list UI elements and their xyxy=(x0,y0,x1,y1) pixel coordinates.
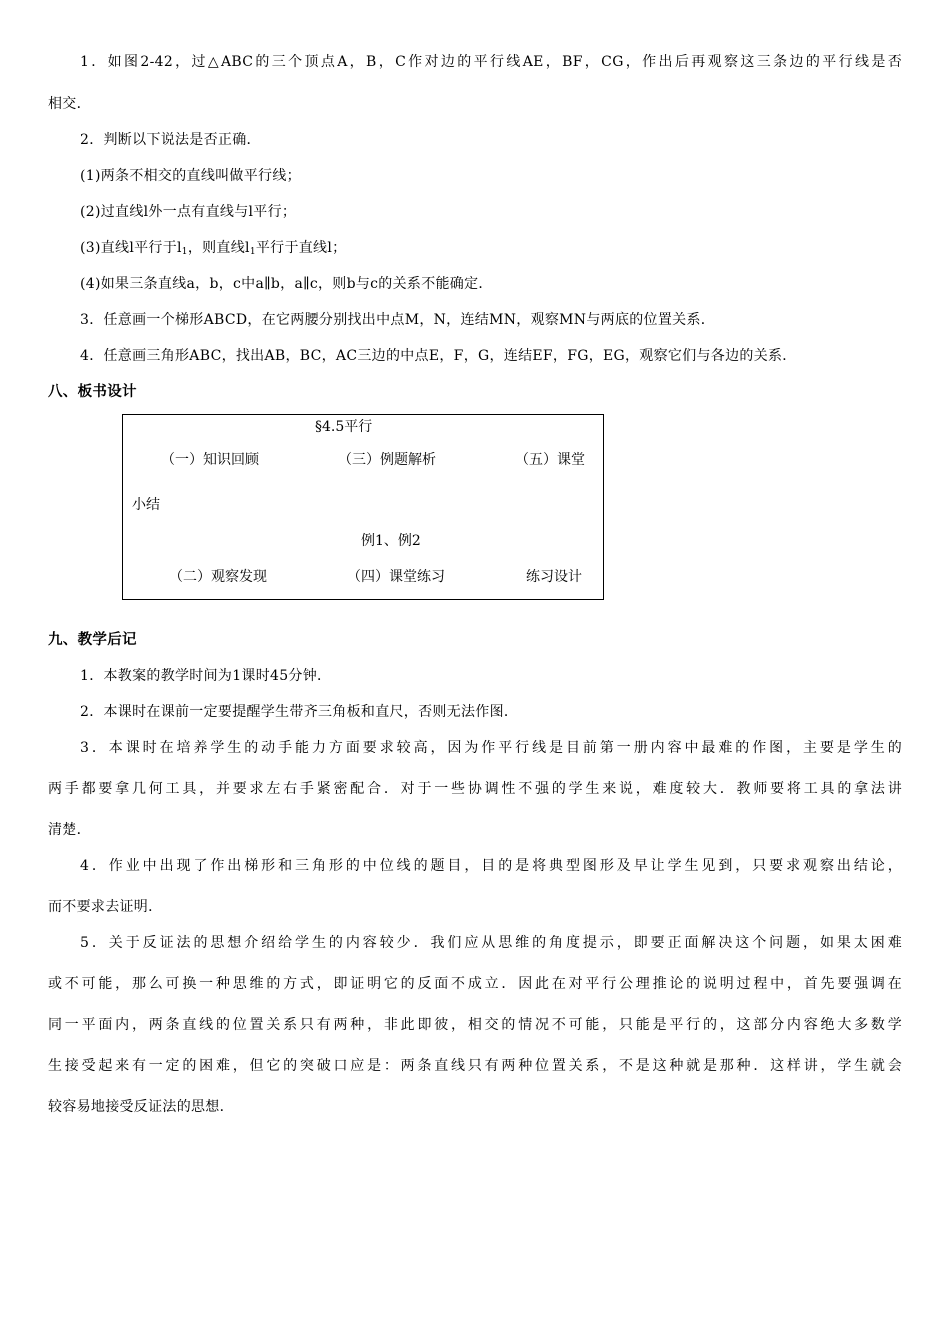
board-examples: 例1、例2 xyxy=(361,533,421,549)
postscript-3-line-2: 两手都要拿几何工具，并要求左右手紧密配合．对于一些协调性不强的学生来说，难度较大．教师要将工具的拿法讲 xyxy=(48,781,902,797)
exercise-2: 2．判断以下说法是否正确． xyxy=(80,132,261,148)
board-item-5-cont: 小结 xyxy=(132,497,160,513)
board-practice: 练习设计 xyxy=(526,569,582,585)
board-item-4: （四）课堂练习 xyxy=(347,569,445,585)
exercise-3: 3．任意画一个梯形ABCD，在它两腰分别找出中点M，N，连结MN，观察MN与两底的位置关系． xyxy=(80,312,716,328)
exercise-2-item-3-part-a: (3)直线l平行于l xyxy=(80,240,182,256)
subscript-1: 1 xyxy=(181,247,188,257)
board-item-1: （一）知识回顾 xyxy=(161,452,259,468)
postscript-3-line-3: 清楚． xyxy=(48,822,91,838)
exercise-1-line-1: 1．如图2-42，过△ABC的三个顶点A，B，C作对边的平行线AE，BF，CG，作出后再观察这三条边的平行线是否 xyxy=(80,54,902,70)
subscript-2: 1 xyxy=(249,247,256,257)
board-item-3: （三）例题解析 xyxy=(338,452,436,468)
postscript-5-line-1: 5．关于反证法的思想介绍给学生的内容较少．我们应从思维的角度提示，即要正面解决这个问题，如果太困难 xyxy=(80,935,902,951)
postscript-2: 2．本课时在课前一定要提醒学生带齐三角板和直尺，否则无法作图． xyxy=(80,704,519,720)
exercise-2-item-2: (2)过直线l外一点有直线与l平行； xyxy=(80,204,297,220)
board-item-2: （二）观察发现 xyxy=(169,569,267,585)
postscript-5-line-3: 同一平面内，两条直线的位置关系只有两种，非此即彼，相交的情况不可能，只能是平行的，这部分内容绝大多数学 xyxy=(48,1017,902,1033)
board-item-5: （五）课堂 xyxy=(515,452,585,468)
board-header: §4.5平行 xyxy=(315,419,373,435)
postscript-5-line-2: 或不可能，那么可换一种思维的方式，即证明它的反面不成立．因此在对平行公理推论的说明过程中，首先要强调在 xyxy=(48,976,902,992)
postscript-4-line-1: 4．作业中出现了作出梯形和三角形的中位线的题目，目的是将典型图形及早让学生见到，只要求观察出结论， xyxy=(80,858,902,874)
postscript-3-line-1: 3．本课时在培养学生的动手能力方面要求较高，因为作平行线是目前第一册内容中最难的作图，主要是学生的 xyxy=(80,740,902,756)
exercise-2-item-3-part-b: ，则直线l xyxy=(187,240,250,256)
postscript-5-line-4: 生接受起来有一定的困难，但它的突破口应是：两条直线只有两种位置关系，不是这种就是那种．这样讲，学生就会 xyxy=(48,1058,902,1074)
blackboard-design-box xyxy=(122,414,604,600)
exercise-2-item-3 xyxy=(80,238,902,258)
exercise-4: 4．任意画三角形ABC，找出AB，BC，AC三边的中点E，F，G，连结EF，FG，EG，观察它们与各边的关系． xyxy=(80,348,797,364)
postscript-1: 1．本教案的教学时间为1课时45分钟． xyxy=(80,668,332,684)
section-9-heading: 九、教学后记 xyxy=(48,632,137,648)
exercise-2-item-1: (1)两条不相交的直线叫做平行线； xyxy=(80,168,301,184)
postscript-5-line-5: 较容易地接受反证法的思想． xyxy=(48,1099,234,1115)
section-8-heading: 八、板书设计 xyxy=(48,384,137,400)
postscript-4-line-2: 而不要求去证明． xyxy=(48,899,163,915)
exercise-2-item-4: (4)如果三条直线a，b，c中a∥b，a∥c，则b与c的关系不能确定． xyxy=(80,276,493,292)
exercise-1-line-2: 相交． xyxy=(48,96,91,112)
exercise-2-item-3-part-c: 平行于直线l； xyxy=(255,240,347,256)
